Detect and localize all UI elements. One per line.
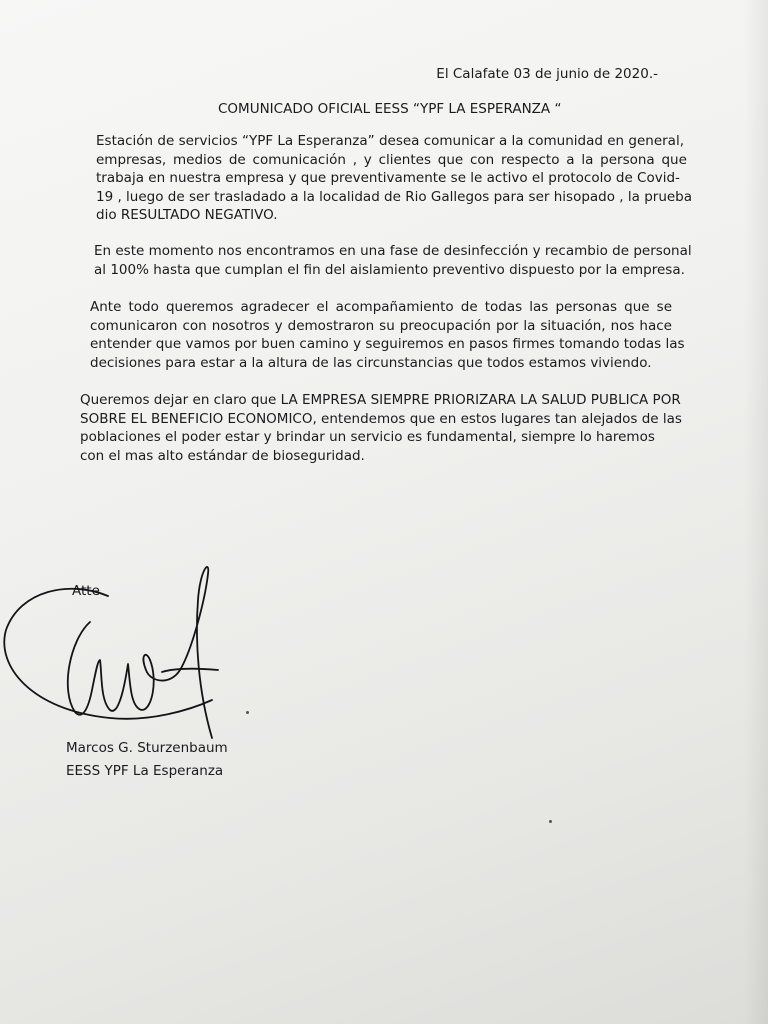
ink-speck: [246, 711, 249, 714]
letter-title: COMUNICADO OFICIAL EESS “YPF LA ESPERANZA “: [218, 101, 562, 117]
paragraph-gratitude: [90, 298, 685, 372]
signer-company: EESS YPF La Esperanza: [66, 763, 224, 779]
paragraph-line: 19 , luego de ser trasladado a la localidad de Rio Gallegos para ser hisopado , la prueba: [96, 188, 693, 205]
paragraph-line: entender que vamos por buen camino y seguiremos en pasos firmes tomando todas las: [90, 336, 685, 352]
closing-text: Atte: [72, 583, 100, 599]
paragraph-announcement: [96, 132, 693, 225]
paragraph-line: empresas, medios de comunicación , y clientes que con respecto a la persona que: [96, 151, 687, 168]
paragraph-line: En este momento nos encontramos en una fase de desinfección y recambio de personal: [94, 243, 692, 259]
page-edge-shadow: [744, 0, 768, 1024]
paragraph-line: SOBRE EL BENEFICIO ECONOMICO, entendemos que en estos lugares tan alejados de las: [80, 410, 682, 427]
letter-date: El Calafate 03 de junio de 2020.-: [436, 66, 658, 82]
paragraph-line: decisiones para estar a la altura de las circunstancias que todos estamos viviendo.: [90, 354, 652, 371]
paragraph-line: Ante todo queremos agradecer el acompañamiento de todas las personas que se: [90, 299, 672, 315]
paragraph-line: comunicaron con nosotros y demostraron su preocupación por la situación, nos hace: [90, 317, 672, 334]
paragraph-line: dio RESULTADO NEGATIVO.: [96, 207, 278, 223]
handwritten-signature: [0, 560, 260, 740]
paragraph-line: Estación de servicios “YPF La Esperanza” desea comunicar a la comunidad en general,: [96, 133, 684, 149]
paragraph-public-health: [80, 391, 682, 465]
paragraph-line: con el mas alto estándar de bioseguridad.: [80, 447, 365, 464]
paragraph-line: Queremos dejar en claro que LA EMPRESA SIEMPRE PRIORIZARA LA SALUD PUBLICA POR: [80, 392, 681, 408]
ink-speck: [549, 820, 552, 823]
paragraph-disinfection: [94, 242, 692, 279]
paragraph-line: al 100% hasta que cumplan el fin del aislamiento preventivo dispuesto por la empresa.: [94, 261, 685, 278]
paragraph-line: poblaciones el poder estar y brindar un servicio es fundamental, siempre lo haremos: [80, 429, 655, 445]
signer-name: Marcos G. Sturzenbaum: [66, 740, 228, 756]
paragraph-line: trabaja en nuestra empresa y que preventivamente se le activo el protocolo de Covid-: [96, 170, 680, 186]
